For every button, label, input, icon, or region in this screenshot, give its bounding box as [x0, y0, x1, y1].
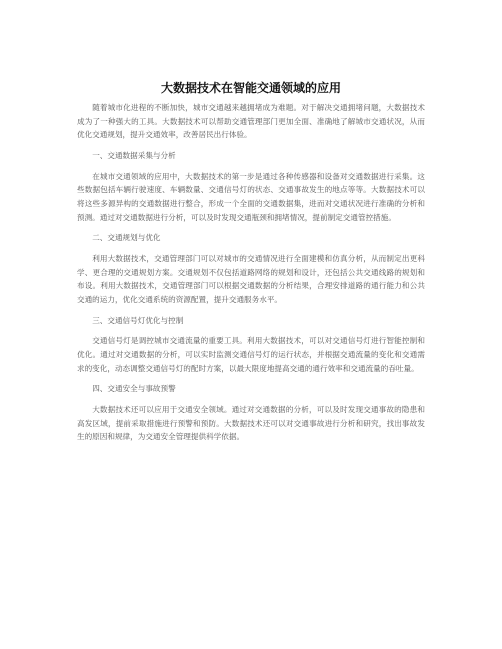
- section-body-1: 在城市交通领域的应用中，大数据技术的第一步是通过各种传感器和设备对交通数据进行采集。这些数据包括车辆行驶速度、车辆数量、交通信号灯的状态、交通事故发生的地点等等。大数据技术可以将这些多源异构的交通数据进行整合，形成一个全面的交通数据集，进而对交通状况进行准确的分析和预测。通过对交通数据进行分析，可以及时发现交通瓶颈和拥堵情况，提前制定交通管控措施。: [77, 171, 425, 222]
- section-body-4: 大数据技术还可以应用于交通安全领域。通过对交通数据的分析，可以及时发现交通事故的隐患和高发区域，提前采取措施进行预警和预防。大数据技术还可以对交通事故进行分析和研究，找出事故发生的原因和规律，为交通安全管理提供科学依据。: [77, 405, 425, 442]
- section-heading-1: 一、交通数据采集与分析: [92, 150, 176, 160]
- document-body: [77, 101, 425, 451]
- section-heading-3: 三、交通信号灯优化与控制: [92, 315, 184, 325]
- section-heading-2: 二、交通规划与优化: [92, 233, 161, 243]
- section-heading-4: 四、交通安全与事故预警: [92, 384, 176, 394]
- intro-paragraph: 随着城市化进程的不断加快，城市交通越来越拥堵成为难题。对于解决交通拥堵问题，大数据技术成为了一种强大的工具。大数据技术可以帮助交通管理部门更加全面、准确地了解城市交通状况，从而优化交通规划，提升交通效率，改善居民出行体验。: [77, 103, 425, 140]
- section-body-2: 利用大数据技术，交通管理部门可以对城市的交通情况进行全面建模和仿真分析，从而制定出更科学、更合理的交通规划方案。交通规划不仅包括道路网络的规划和设计，还包括公共交通线路的规划和布设。利用大数据技术，交通管理部门可以根据交通数据的分析结果，合理安排道路的通行能力和公共交通的运力，优化交通系统的资源配置，提升交通服务水平。: [77, 254, 425, 304]
- document-title: 大数据技术在智能交通领域的应用: [160, 81, 341, 95]
- section-body-3: 交通信号灯是调控城市交通流量的重要工具。利用大数据技术，可以对交通信号灯进行智能控制和优化。通过对交通数据的分析，可以实时监测交通信号灯的运行状态，并根据交通流量的变化和交通需求的变化，动态调整交通信号灯的配时方案，以最大限度地提高交通的通行效率和交通流量的吞吐量。: [77, 336, 425, 373]
